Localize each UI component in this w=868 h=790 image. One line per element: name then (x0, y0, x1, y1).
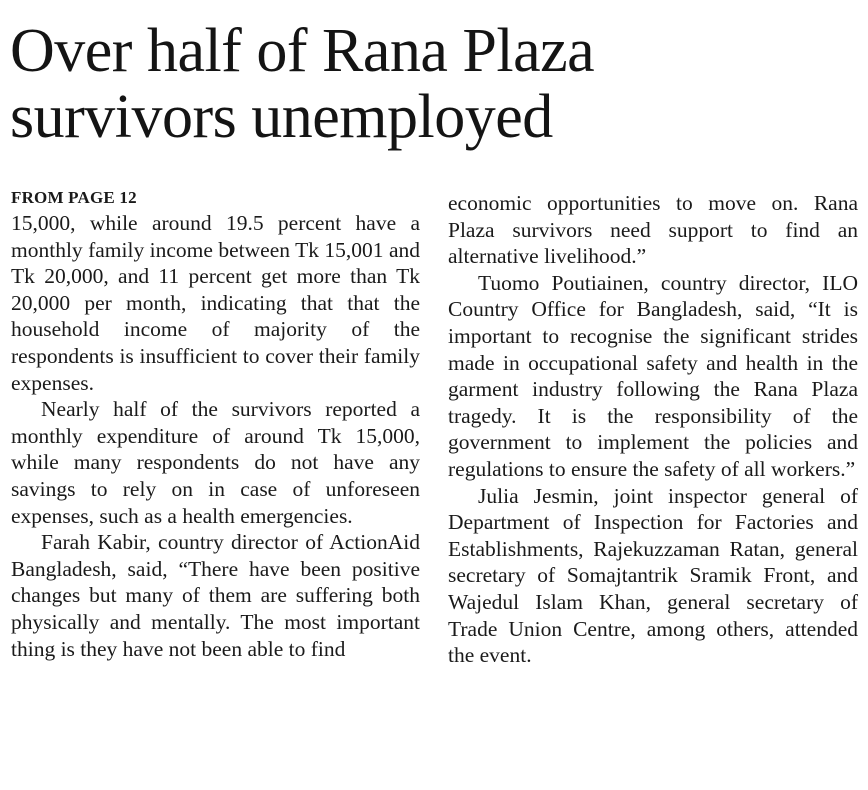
headline-line-2: survivors unemployed (10, 83, 553, 151)
paragraph: Farah Kabir, country director of ActionAid Bangladesh, said, “There have been positive changes but many of them are suffering both physically and mentally. The most important thing is they have not been able to find (11, 530, 420, 661)
article-column-left (11, 186, 420, 662)
paragraph: 15,000, while around 19.5 percent have a monthly family income between Tk 15,001 and Tk 20,000, and 11 percent get more than Tk 20,000 per month, indicating that that the household income of majority of the respondents is insufficient to cover their family expenses. (11, 211, 420, 395)
continuation-kicker: FROM PAGE 12 (11, 188, 137, 207)
paragraph: Julia Jesmin, joint inspector general of Department of Inspection for Factories and Establishments, Rajekuzzaman Ratan, general secretary of Somajtantrik Sramik Front, and Wajedul Islam Khan, general secretary of Trade Union Centre, among others, attended the event. (448, 483, 858, 668)
article-column-right (448, 190, 858, 669)
headline (10, 18, 860, 150)
headline-line-1: Over half of Rana Plaza (10, 17, 595, 85)
paragraph: Tuomo Poutiainen, country director, ILO Country Office for Bangladesh, said, “It is important to recognise the significant strides made in occupational safety and health in the garment industry following the Rana Plaza tragedy. It is the responsibility of the government to implement the policies and regulations to ensure the safety of all workers.” (448, 270, 858, 481)
paragraph: economic opportunities to move on. Rana Plaza survivors need support to find an alternative livelihood.” (448, 191, 858, 269)
paragraph: Nearly half of the survivors reported a monthly expenditure of around Tk 15,000, while many respondents do not have any savings to rely on in case of unforeseen expenses, such as a health emergencies. (11, 397, 420, 528)
